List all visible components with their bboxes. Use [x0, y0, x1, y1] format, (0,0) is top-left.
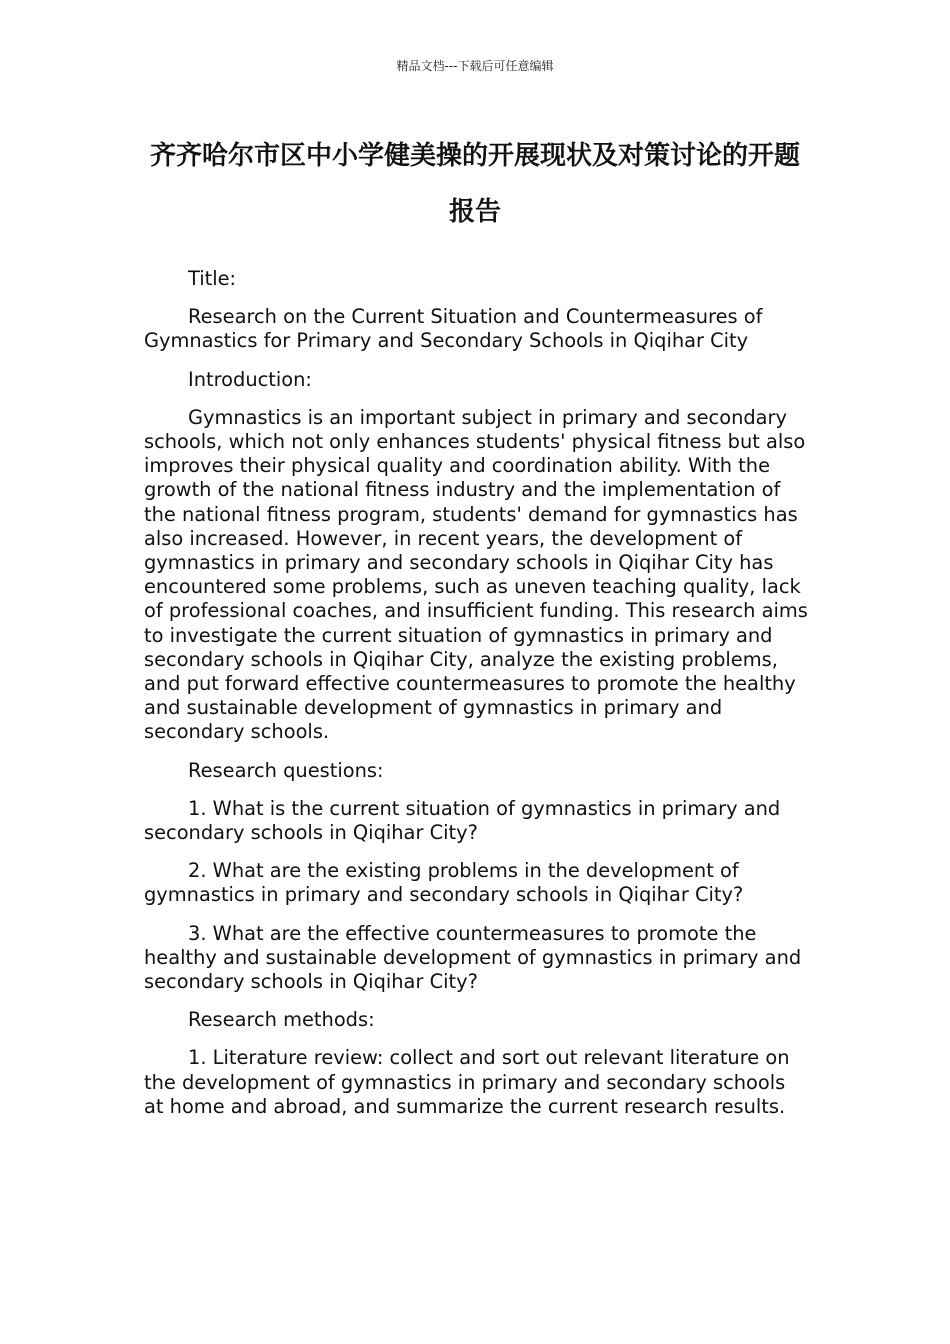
document-body [144, 267, 810, 1133]
page-header-note: 精品文档---下载后可任意编辑 [396, 59, 554, 73]
paragraph-research-methods-label: Research methods: [188, 1008, 375, 1032]
paragraph-introduction-text: Gymnastics is an important subject in primary and secondary schools, which not only enhances students' physical fitness but also improves their physical quality and coordination ability. With the growth of the national fitness industry and the implementation of the national fitness program, students' demand for gymnastics has also increased. However, in recent years, the development of gymnastics in primary and secondary schools in Qiqihar City has encountered some problems, such as uneven teaching quality, lack of professional coaches, and insufficient funding. This research aims to investigate the current situation of gymnastics in primary and secondary schools in Qiqihar City, analyze the existing problems, and put forward effective countermeasures to promote the healthy and sustainable development of gymnastics in primary and secondary schools. [144, 405, 808, 744]
paragraph-method-1: 1. Literature review: collect and sort out relevant literature on the development of gymnastics in primary and secondary schools at home and abroad, and summarize the current research results. [144, 1046, 790, 1118]
paragraph-question-3: 3. What are the effective countermeasures to promote the healthy and sustainable development of gymnastics in primary and secondary schools in Qiqihar City? [144, 921, 802, 994]
paragraph-title-label: Title: [188, 267, 237, 290]
paragraph-title-text: Research on the Current Situation and Countermeasures of Gymnastics for Primary and Secondary Schools in Qiqihar City [144, 305, 763, 353]
document-title: 齐齐哈尔市区中小学健美操的开展现状及对策讨论的开题报告 [149, 141, 800, 227]
paragraph-question-1: 1. What is the current situation of gymnastics in primary and secondary schools in Qiqihar City? [144, 796, 781, 845]
paragraph-introduction-label: Introduction: [188, 367, 312, 391]
paragraph-research-questions-label: Research questions: [188, 758, 384, 782]
paragraph-question-2: 2. What are the existing problems in the development of gymnastics in primary and secondary schools in Qiqihar City? [144, 859, 744, 907]
